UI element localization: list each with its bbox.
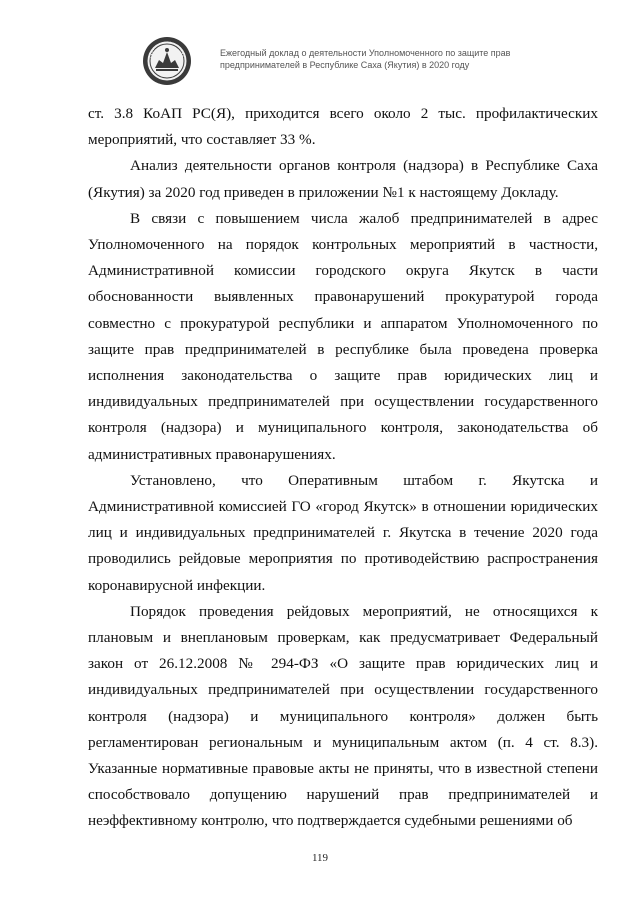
paragraph-complaints-check: В связи с повышением числа жалоб предпринимателей в адрес Уполномоченного на порядок контрольных мероприятий в частности, Административной комиссии городского округа Якутск в части обоснованности выявленных правонарушений прокуратурой города совместно с прокуратурой республики и аппаратом Уполномоченного по защите прав предпринимателей в республике была проведена проверка исполнения законодательства о защите прав юридических лиц и индивидуальных предпринимателей при осуществлении государственного контроля (надзора) и муниципального контроля, законодательства об административных правонарушениях. <box>88 209 598 463</box>
report-header-text <box>220 47 510 71</box>
ombudsman-emblem-icon <box>142 36 192 86</box>
report-header-line-1: Ежегодный доклад о деятельности Уполномоченного по защите прав <box>220 48 511 58</box>
page-header <box>142 36 582 90</box>
page-number: 119 <box>311 852 329 864</box>
paragraph-analysis: Анализ деятельности органов контроля (надзора) в Республике Саха (Якутия) за 2020 год приведен в приложении №1 к настоящему Докладу. <box>88 157 598 201</box>
paragraph-continuation: ст. 3.8 КоАП РС(Я), приходится всего около 2 тыс. профилактических мероприятий, что составляет 33 %. <box>88 105 598 149</box>
paragraph-raids-established: Установлено, что Оперативным штабом г. Якутска и Административной комиссией ГО «город Якутск» в отношении юридических лиц и индивидуальных предпринимателей г. Якутска в течение 2020 года проводились рейдовые мероприятия по противодействию распространения коронавирусной инфекции. <box>88 471 598 594</box>
report-header-line-2: предпринимателей в Республике Саха (Якутия) в 2020 году <box>220 60 470 70</box>
document-body <box>88 101 598 835</box>
paragraph-raid-procedure: Порядок проведения рейдовых мероприятий, не относящихся к плановым и внеплановым проверкам, как предусматривает Федеральный закон от 26.12.2008 № 294-ФЗ «О защите прав юридических лиц и индивидуальных предпринимателей при осуществлении государственного контроля (надзора) и муниципального контроля» должен быть регламентирован региональным и муниципальным актом (п. 4 ст. 8.3). Указанные нормативные правовые акты не приняты, что в известной степени способствовало допущению нарушений прав предпринимателей и неэффективному контролю, что подтверждается судебными решениями об <box>88 602 598 830</box>
